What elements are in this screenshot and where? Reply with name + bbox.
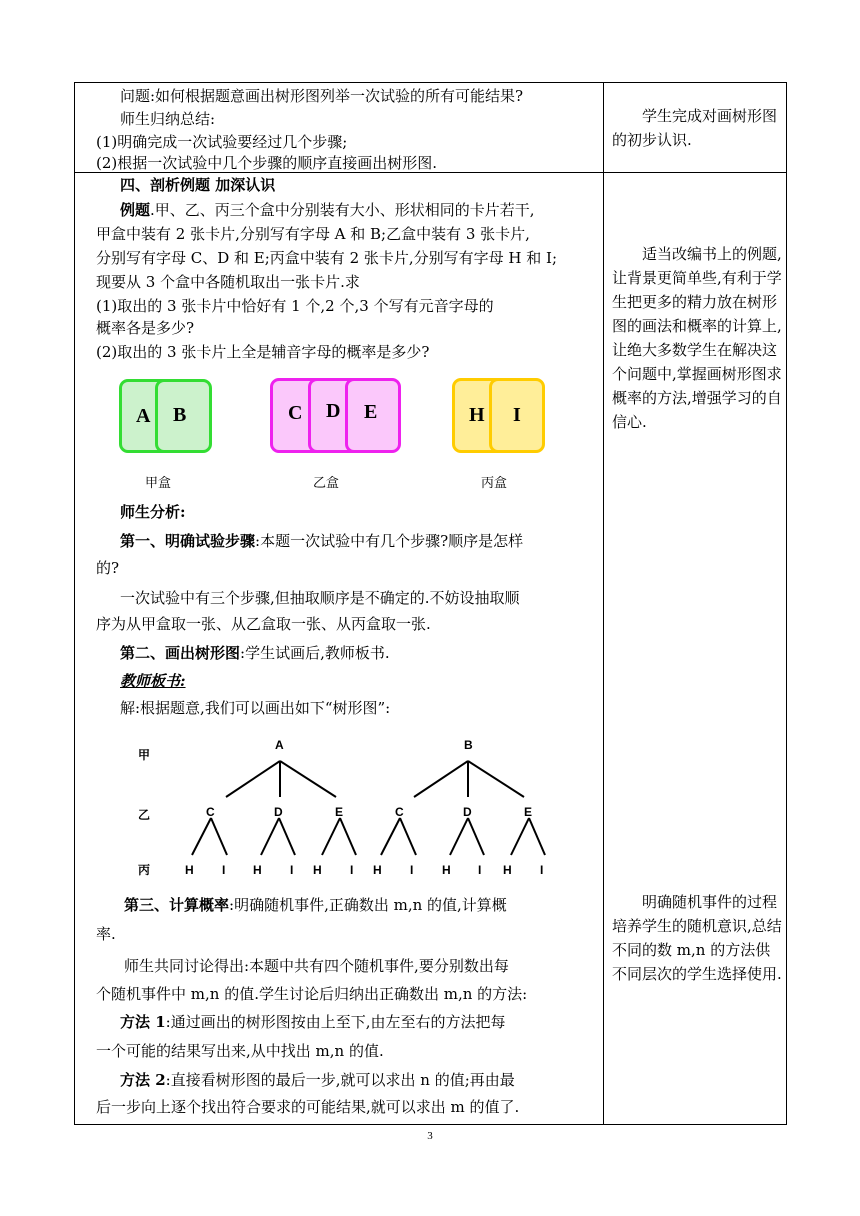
- board-label: 教师板书:: [120, 672, 186, 690]
- method2-line: [120, 1068, 515, 1093]
- leaf-7: H: [373, 863, 382, 877]
- mid-e-1: E: [335, 805, 344, 819]
- box-label-yi: 乙盒: [313, 476, 340, 491]
- side-note-2: 适当改编书上的例题,让背景更简单些,有利于学生把更多的精力放在树形图的画法和概率的计算上,让绝大多数学生在解决这个问题中,掌握画树形图求概率的方法,增强学习的自信心.: [612, 245, 782, 431]
- discussion-b: 个随机事件中 m,n 的值.学生讨论后归纳出正确数出 m,n 的方法:: [96, 985, 528, 1003]
- leaf-12: I: [540, 863, 544, 877]
- side-note-3: 明确随机事件的过程培养学生的随机意识,总结不同的数 m,n 的方法供不同层次的学生选择使用.: [612, 893, 782, 983]
- step1-text: :本题一次试验中有几个步骤?顺序是怎样: [255, 532, 524, 550]
- leaf-1: H: [185, 863, 194, 877]
- method1-text-b: 一个可能的结果写出来,从中找出 m,n 的值.: [96, 1042, 384, 1060]
- step1-label: 第一、明确试验步骤: [120, 532, 256, 550]
- letter-a: A: [136, 405, 151, 427]
- level-jia: 甲: [138, 748, 151, 762]
- step1-answer-b: 序为从甲盒取一张、从乙盒取一张、从丙盒取一张.: [96, 615, 431, 633]
- summary-step-1: (1)明确完成一次试验要经过几个步骤;: [96, 133, 348, 151]
- step3-line: [124, 893, 507, 918]
- question-1b: 概率各是多少?: [96, 319, 195, 337]
- example-line-3: 分别写有字母 C、D 和 E;丙盒中装有 2 张卡片,分别写有字母 H 和 I;: [96, 249, 558, 267]
- method1-line: [120, 1010, 506, 1035]
- letter-c: C: [288, 402, 303, 424]
- example-line-2: 甲盒中装有 2 张卡片,分别写有字母 A 和 B;乙盒中装有 3 张卡片,: [96, 225, 530, 243]
- letter-h: H: [469, 404, 485, 426]
- method1-label: 方法 1: [120, 1013, 166, 1031]
- step2-text: :学生试画后,教师板书.: [240, 644, 390, 662]
- root-b: B: [464, 738, 473, 752]
- summary-title: 师生归纳总结:: [120, 110, 216, 128]
- leaf-6: I: [350, 863, 354, 877]
- method2-text: :直接看树形图的最后一步,就可以求出 n 的值;再由最: [165, 1071, 515, 1089]
- leaf-2: I: [222, 863, 226, 877]
- mid-d-2: D: [463, 805, 472, 819]
- level-bing: 丙: [138, 863, 151, 877]
- level-yi: 乙: [138, 808, 151, 822]
- box-label-jia: 甲盒: [145, 476, 172, 491]
- summary-step-2: (2)根据一次试验中几个步骤的顺序直接画出树形图.: [96, 154, 438, 172]
- step3-label: 第三、计算概率: [124, 896, 230, 914]
- leaf-10: I: [478, 863, 482, 877]
- step1-text-b: 的?: [96, 559, 120, 577]
- analysis-title: 师生分析:: [120, 503, 186, 521]
- box-label-bing: 丙盒: [481, 476, 508, 491]
- solution-line: 解:根据题意,我们可以画出如下“树形图”:: [120, 699, 391, 717]
- leaf-8: I: [410, 863, 414, 877]
- tree-edges: [192, 761, 545, 855]
- leaf-5: H: [313, 863, 322, 877]
- question-2: (2)取出的 3 张卡片上全是辅音字母的概率是多少?: [96, 343, 430, 361]
- leaf-11: H: [503, 863, 512, 877]
- leaf-3: H: [253, 863, 262, 877]
- letter-b: B: [173, 404, 187, 426]
- section-heading: 四、剖析例题 加深认识: [120, 176, 276, 194]
- letter-i: I: [513, 404, 521, 426]
- mid-c-2: C: [395, 805, 404, 819]
- leaf-4: I: [290, 863, 294, 877]
- mid-e-2: E: [524, 805, 533, 819]
- leaf-9: H: [442, 863, 451, 877]
- method2-text-b: 后一步向上逐个找出符合要求的可能结果,就可以求出 m 的值了.: [96, 1098, 520, 1116]
- question-line: 问题:如何根据题意画出树形图列举一次试验的所有可能结果?: [120, 87, 524, 105]
- letter-e: E: [364, 401, 378, 423]
- side-note-1: 学生完成对画树形图的初步认识.: [612, 107, 778, 149]
- step3-text: :明确随机事件,正确数出 m,n 的值,计算概: [229, 896, 507, 914]
- example-line-4: 现要从 3 个盒中各随机取出一张卡片.求: [96, 273, 360, 291]
- question-1a: (1)取出的 3 张卡片中恰好有 1 个,2 个,3 个写有元音字母的: [96, 297, 494, 315]
- example-label: 例题: [120, 201, 151, 219]
- example-text-1: .甲、乙、丙三个盒中分别装有大小、形状相同的卡片若干,: [150, 201, 535, 219]
- root-a: A: [275, 738, 284, 752]
- step2-label: 第二、画出树形图: [120, 644, 241, 662]
- step1-answer-a: 一次试验中有三个步骤,但抽取顺序是不确定的.不妨设抽取顺: [120, 589, 520, 607]
- step3-text-b: 率.: [96, 925, 116, 943]
- method1-text: :通过画出的树形图按由上至下,由左至右的方法把每: [165, 1013, 506, 1031]
- discussion-a: 师生共同讨论得出:本题中共有四个随机事件,要分别数出每: [124, 957, 509, 975]
- mid-d-1: D: [274, 805, 283, 819]
- page-number: 3: [427, 1130, 433, 1142]
- mid-c-1: C: [206, 805, 215, 819]
- method2-label: 方法 2: [120, 1071, 166, 1089]
- letter-d: D: [326, 400, 341, 422]
